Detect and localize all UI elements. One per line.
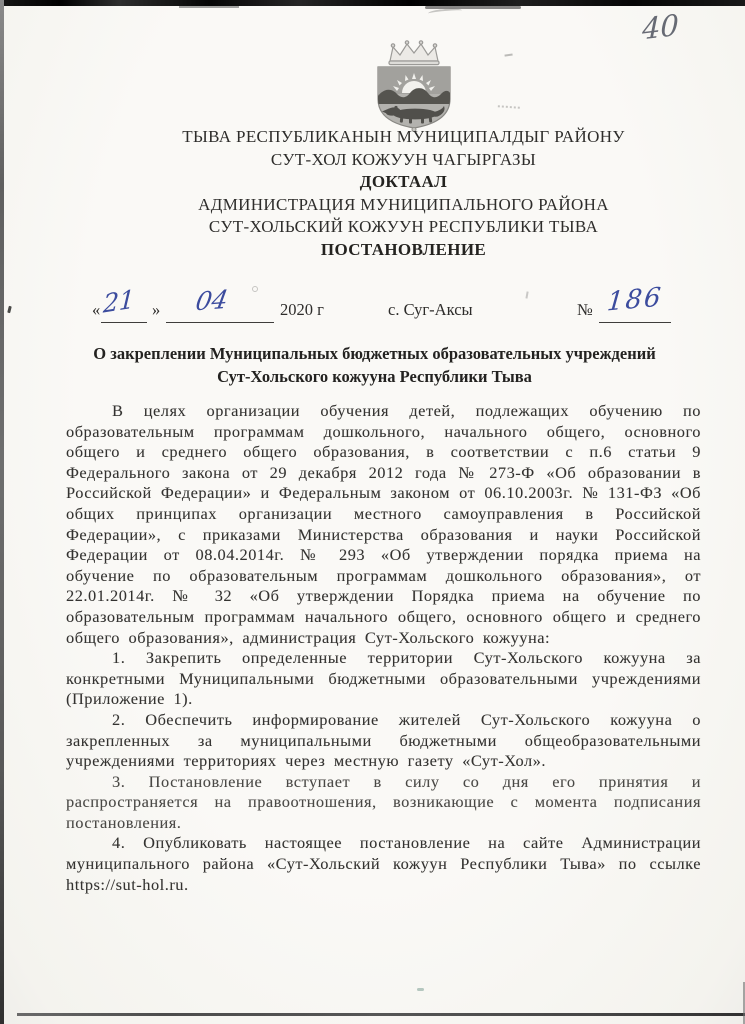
handwritten-month: 04 [193,284,231,317]
scan-artifact-left-edge [0,0,4,1024]
letterhead-doc-type-tuvan: ДОКТААЛ [359,172,448,192]
body-paragraph-item-2: 2. Обеспечить информирование жителей Сут-Хольского кожууна о закрепленных за муниципальными бюджетными общеобразовательными учреждениями территориях через местную газету «Сут-Хол». [66,709,701,771]
place-label: с. Суг-Аксы [388,300,473,319]
close-quote: » [152,300,161,319]
letterhead-doc-type-russian: ПОСТАНОВЛЕНИЕ [320,239,487,259]
handwritten-day: 21 [102,284,136,319]
letterhead [56,126,745,262]
scan-speck [252,286,258,292]
letterhead-line-tuvan-1: ТЫВА РЕСПУБЛИКАНЫН МУНИЦИПАЛДЫГ РАЙОНУ [182,127,625,146]
letterhead-line-russian-1: АДМИНИСТРАЦИЯ МУНИЦИПАЛЬНОГО РАЙОНА [198,194,609,214]
month-underline [166,284,274,323]
day-underline [101,284,147,323]
body-paragraph-preamble: В целях организации обучения детей, подлежащих обучению по образовательным программам дошкольного, начального общего, основного общего и среднего общего образования, в соответствии с п.6 статьи 9 Федерального закона от 29 декабря 2012 года № 273-Ф «Об образовании в Российской Федерации» и Федеральным законом от 06.10.2003г. № 131-ФЗ «Об общих принципах организации местного самоуправления в Российской Федерации», с приказами Министерства образования и науки Российской Федерации от 08.04.2014г. № 293 «Об утверждении порядка приема на обучение по образовательным программам дошкольного образования», от 22.01.2014г. № 32 «Об утверждении Порядка приема на обучение по образовательным программам начального общего, основного общего и среднего общего образования», администрация Сут-Хольского кожууна: [66,401,701,647]
letterhead-line-russian-2: СУТ-ХОЛЬСКИЙ КОЖУУН РЕСПУБЛИКИ ТЫВА [208,217,599,237]
coat-of-arms-icon [366,40,462,132]
body-paragraph-item-4: 4. Опубликовать настоящее постановление на сайте Администрации муниципального района «Сут-Хольский кожуун Республики Тыва» по ссылке https://sut-hol.ru. [66,833,701,894]
document-body [66,401,701,895]
crown-icon [389,41,439,65]
letterhead-line-tuvan-2: СУТ-ХОЛ КОЖУУН ЧАГЫРГАЗЫ [270,149,537,169]
scan-speck [498,100,520,109]
scan-speck [504,53,513,62]
number-underline [599,282,671,323]
scan-artifact-top-edge [0,0,745,6]
handwritten-page-number: 40 [641,7,680,47]
document-title: О закреплении Муниципальных бюджетных образовательных учреждений Сут-Хольского кожууна Республики Тыва [93,344,656,386]
body-paragraph-item-3: 3. Постановление вступает в силу со дня его принятия и распространяется на правоотношения, возникающие с момента подписания постановления. [66,771,701,832]
number-sign: № [577,300,593,319]
open-quote: « [92,300,101,319]
date-place-number-line [0,282,745,328]
year-label: 2020 г [280,300,324,319]
scan-artifact-bottom-line [17,1013,745,1016]
body-paragraph-item-1: 1. Закрепить определенные территории Сут-Хольского кожууна за конкретными Муниципальными бюджетными образовательными учреждениями (Приложение 1). [66,648,701,709]
scan-speck [417,988,424,991]
handwritten-number: 186 [605,282,664,318]
